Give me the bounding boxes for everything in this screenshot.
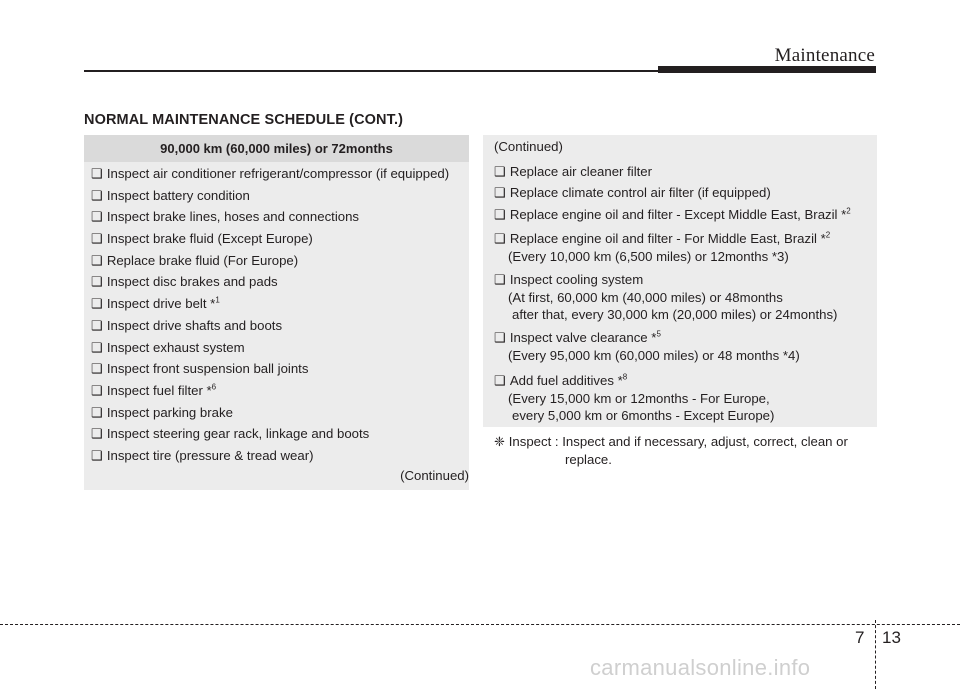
section-title: NORMAL MAINTENANCE SCHEDULE (CONT.): [84, 112, 404, 128]
schedule-item-text: Inspect tire (pressure & tread wear): [106, 447, 314, 463]
continued-label-top: (Continued): [494, 139, 563, 154]
schedule-item-text: Inspect fuel filter *: [106, 382, 212, 398]
schedule-item-detail: every 5,000 km or 6months - Except Europe): [512, 408, 775, 423]
schedule-item: [84, 271, 469, 293]
schedule-item-text: Inspect cooling system: [509, 272, 644, 287]
schedule-item: [494, 206, 851, 224]
schedule-item: [494, 184, 771, 202]
schedule-item-detail: (Every 95,000 km (60,000 miles) or 48 months *4): [508, 347, 800, 363]
checkbox-icon: ❑: [494, 185, 506, 200]
checkbox-icon: ❑: [91, 317, 103, 333]
page-number-divider: [875, 620, 876, 689]
schedule-item-text: Replace engine oil and filter - For Middle East, Brazil *: [509, 231, 826, 246]
schedule-item-text: Replace brake fluid (For Europe): [106, 252, 299, 268]
schedule-item-text: Inspect front suspension ball joints: [106, 361, 309, 377]
schedule-item: [84, 445, 469, 467]
schedule-item-text: Inspect battery condition: [106, 187, 250, 203]
footer-rule: [0, 624, 960, 625]
header-rule-accent: [658, 66, 876, 73]
checkbox-icon: ❑: [494, 272, 506, 287]
schedule-item-text: Replace engine oil and filter - Except Middle East, Brazil *: [509, 207, 847, 222]
checkbox-icon: ❑: [91, 361, 103, 377]
checkbox-icon: ❑: [91, 447, 103, 463]
footnote: [494, 433, 848, 469]
checkbox-icon: ❑: [91, 404, 103, 420]
schedule-item-text: Inspect drive shafts and boots: [106, 317, 283, 333]
schedule-item: [494, 271, 837, 324]
checkbox-icon: ❑: [494, 330, 506, 345]
note-label: Inspect :: [508, 434, 559, 449]
schedule-item-text: Inspect brake fluid (Except Europe): [106, 231, 313, 247]
schedule-item: [494, 230, 830, 265]
checkbox-icon: ❑: [91, 296, 103, 312]
schedule-item: [84, 250, 469, 272]
checkbox-icon: ❑: [91, 252, 103, 268]
schedule-item-text: Replace air cleaner filter: [509, 164, 653, 179]
schedule-item-text: Inspect drive belt *: [106, 296, 216, 312]
schedule-item: [84, 315, 469, 337]
checkbox-icon: ❑: [91, 187, 103, 203]
schedule-item: [494, 163, 652, 181]
schedule-item-text: Inspect exhaust system: [106, 339, 245, 355]
schedule-item-detail: (Every 10,000 km (6,500 miles) or 12months *3): [508, 248, 789, 264]
schedule-item: [84, 228, 469, 250]
schedule-item: [84, 337, 469, 359]
schedule-item: [84, 358, 469, 380]
checkbox-icon: ❑: [91, 274, 103, 290]
schedule-item: [494, 329, 800, 364]
schedule-item-text: Inspect disc brakes and pads: [106, 274, 278, 290]
checkbox-icon: ❑: [91, 166, 103, 181]
footnote-ref: 2: [825, 230, 831, 240]
note-text-line1: Inspect and if necessary, adjust, correct, clean or: [562, 434, 848, 449]
schedule-item: [84, 293, 469, 315]
schedule-item-text: Inspect steering gear rack, linkage and boots: [106, 426, 370, 442]
schedule-item: [84, 185, 469, 207]
checkbox-icon: ❑: [91, 209, 103, 225]
note-symbol-icon: ❈: [494, 434, 506, 449]
footnote-ref: 1: [215, 295, 220, 305]
checkbox-icon: ❑: [494, 373, 506, 388]
schedule-item-text: Inspect parking brake: [106, 404, 233, 420]
schedule-item-text: Replace climate control air filter (if equipped): [509, 185, 771, 200]
schedule-item: [84, 163, 469, 185]
schedule-item: [84, 206, 469, 228]
schedule-item-text: Inspect air conditioner refrigerant/compressor (if equipped): [106, 166, 450, 181]
page-header-title: Maintenance: [774, 45, 875, 66]
schedule-item: [84, 423, 469, 445]
schedule-item-detail: (At first, 60,000 km (40,000 miles) or 48months: [508, 289, 783, 305]
schedule-item-text: Inspect valve clearance *: [509, 330, 657, 345]
footnote-ref: 8: [622, 372, 628, 382]
checkbox-icon: ❑: [494, 207, 506, 222]
schedule-item-text: Inspect brake lines, hoses and connections: [106, 209, 360, 225]
footnote-ref: 5: [656, 329, 661, 339]
checkbox-icon: ❑: [91, 382, 103, 398]
watermark: carmanualsonline.info: [590, 655, 811, 680]
checkbox-icon: ❑: [91, 231, 103, 247]
schedule-item: [84, 380, 469, 402]
footnote-ref: 6: [211, 382, 217, 392]
left-item-list: [84, 163, 469, 467]
chapter-number: 7: [855, 628, 865, 647]
checkbox-icon: ❑: [91, 339, 103, 355]
footnote-ref: 2: [846, 206, 851, 216]
page-number: 13: [882, 628, 901, 647]
note-text-line2: replace.: [565, 452, 612, 467]
checkbox-icon: ❑: [494, 231, 506, 246]
schedule-item: [494, 372, 774, 425]
checkbox-icon: ❑: [494, 164, 506, 179]
checkbox-icon: ❑: [91, 426, 103, 442]
schedule-item-text: Add fuel additives *: [509, 373, 623, 388]
schedule-interval-heading: 90,000 km (60,000 miles) or 72months: [84, 135, 469, 162]
continued-label: (Continued): [400, 468, 469, 483]
schedule-item: [84, 402, 469, 424]
schedule-item-detail: after that, every 30,000 km (20,000 miles) or 24months): [512, 307, 838, 322]
header-rule: [84, 70, 660, 72]
schedule-item-detail: (Every 15,000 km or 12months - For Europe,: [508, 390, 770, 406]
